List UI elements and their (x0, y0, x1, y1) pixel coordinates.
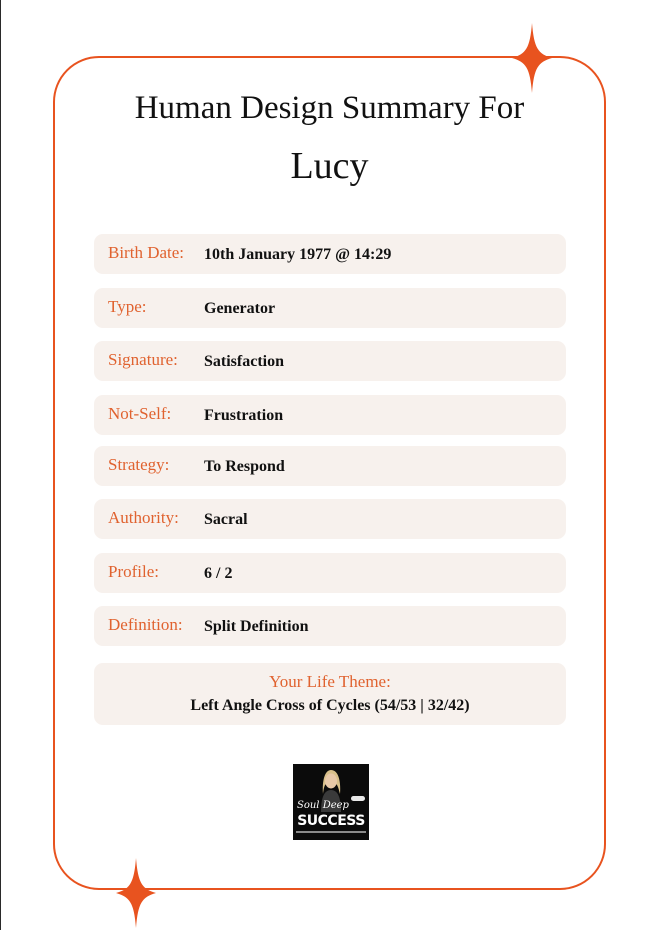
field-row-authority (94, 499, 566, 539)
logo-tagline (296, 831, 366, 833)
field-value: To Respond (204, 458, 285, 475)
field-value: Satisfaction (204, 353, 284, 370)
page-title: Human Design Summary For (134, 90, 525, 126)
life-theme-value: Left Angle Cross of Cycles (54/53 | 32/42) (190, 697, 470, 714)
field-label: Not-Self: (108, 404, 172, 423)
field-row-not-self (94, 395, 566, 435)
life-theme-box (94, 663, 566, 725)
sparkle-icon (512, 23, 552, 93)
field-value: 10th January 1977 @ 14:29 (204, 246, 392, 263)
field-label: Signature: (108, 350, 178, 369)
field-label: Profile: (108, 562, 159, 581)
field-label: Strategy: (108, 455, 170, 474)
page-edge (0, 0, 1, 930)
field-value: Frustration (204, 407, 284, 424)
field-row-type (94, 288, 566, 328)
field-value: Split Definition (204, 618, 309, 635)
field-value: 6 / 2 (204, 565, 233, 582)
logo-badge (351, 796, 365, 801)
life-theme-label: Your Life Theme: (269, 672, 391, 691)
field-label: Type: (108, 297, 147, 316)
field-label: Birth Date: (108, 243, 185, 262)
field-value: Generator (204, 300, 276, 317)
field-row-strategy (94, 446, 566, 486)
field-row-definition (94, 606, 566, 646)
field-label: Definition: (108, 615, 183, 634)
soul-deep-success-logo (293, 764, 369, 840)
field-row-signature (94, 341, 566, 381)
field-value: Sacral (204, 511, 248, 528)
sparkle-icon (116, 858, 156, 928)
logo-script-text: Soul Deep (297, 800, 349, 811)
person-name: Lucy (290, 145, 369, 187)
field-row-profile (94, 553, 566, 593)
field-row-birth-date (94, 234, 566, 274)
field-label: Authority: (108, 508, 179, 527)
logo-bold-text: SUCCESS (297, 813, 365, 829)
